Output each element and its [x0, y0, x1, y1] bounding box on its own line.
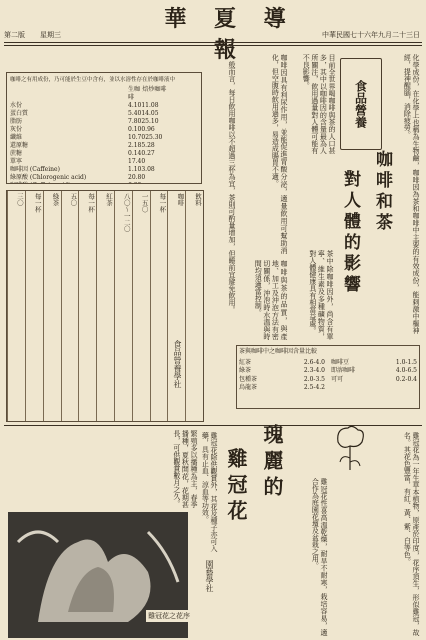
beverage-table-column: 每一杯 [25, 191, 43, 421]
nutrient-row [10, 166, 198, 174]
nutrient-row [10, 110, 198, 118]
beverage-table-column: 五〇 [61, 191, 79, 421]
caffeine-item: 即溶咖啡 [331, 367, 356, 374]
cockscomb-flower-icon [330, 422, 370, 474]
caffeine-table-right [331, 359, 417, 393]
caffeine-item: 紅茶 [239, 358, 252, 366]
nutrient-value-roasted: 14.05 [141, 110, 159, 117]
nutrient-label: 灰份 [10, 126, 23, 133]
nutrient-value-roasted: 25.30 [145, 134, 163, 141]
nutrient-value-roasted [145, 158, 198, 166]
nutrient-value-raw: 17.40 [128, 158, 146, 165]
caffeine-row [239, 384, 325, 393]
beverage-table-column: 每一杯 [150, 191, 168, 421]
issue-weekday: 星期三 [40, 31, 61, 39]
nutrient-value-raw: 1.10 [128, 166, 142, 173]
beverage-table-column: 每一杯 [78, 191, 96, 421]
caffeine-item: 綠茶 [239, 367, 252, 374]
nutrient-col-roasted: 焙炒咖啡 [142, 86, 167, 93]
nutrient-row [10, 142, 198, 150]
nutrient-row [10, 182, 198, 184]
nutrient-label: 蔗糖 [10, 150, 23, 157]
nutrient-value-raw [128, 182, 141, 184]
header-rule-thin [4, 45, 422, 46]
caffeine-row [239, 367, 325, 376]
header-rule [4, 42, 422, 43]
nutrient-label: 單寧 [10, 158, 23, 165]
lower-headline-line-2: 雞冠花 [224, 448, 248, 526]
nutrient-label: 水份 [10, 102, 23, 109]
article-column-3: 咖啡因具有利尿作用，並能促進胃酸分泌，適量飲用可幫助消化，但空腹時飲用過多，易造成腸胃不適。 [271, 54, 288, 254]
lower-column-2: 雞冠花性喜高溫乾燥，耐旱不耐寒，栽培容易，適合作為庭園花壇及盆栽之用。 [311, 478, 328, 636]
nutrient-value-roasted: 5.28 [141, 142, 155, 149]
section-title: 食品營養 [353, 80, 368, 128]
nutrient-label: 綠原酸 (Chlorogenic acid) [10, 174, 87, 181]
nutrient-value-roasted: 3.08 [141, 166, 155, 173]
caffeine-row [239, 359, 325, 368]
caffeine-value: 2.5-4.2 [303, 384, 325, 391]
nutrient-value-raw: 5.40 [128, 110, 142, 117]
section-title-box [340, 58, 382, 150]
headline-line-1: 咖啡和茶 [372, 150, 392, 234]
caffeine-row [331, 359, 417, 368]
nutrient-table [6, 72, 202, 184]
photo-caption: 雞冠花之花序 [148, 612, 190, 620]
lower-headline-line-1: 瑰麗的 [260, 424, 284, 502]
nutrient-value-raw: 0.10 [128, 126, 142, 133]
article-column-4: 茶中除咖啡因外，尚含有單寧、維生素及多種礦物質，對人體健康具有相當益處。 [308, 250, 334, 340]
beverage-table-column: 三〇 [7, 191, 25, 421]
nutrient-value-raw: 4.10 [128, 102, 142, 109]
nutrient-row [10, 118, 198, 126]
nutrient-value-roasted: 25.10 [141, 118, 159, 125]
nutrient-table-header [10, 86, 198, 102]
nutrient-value-roasted: 0.27 [141, 150, 155, 157]
article-column-1: 化學成份，在化學上也稱為生物鹼，咖啡因為茶和咖啡中主要的有效成份，能刺激中樞神經，提神醒腦，消除疲勞。 [403, 54, 420, 334]
lower-byline: 園藝學社 [205, 560, 214, 592]
nutrient-label: 脂肪 [10, 118, 23, 125]
nutrient-table-title: 咖啡之有用成份，乃可能於生豆中含有，並以水溶性存在於咖啡液中 [10, 77, 176, 83]
caffeine-value: 2.0-3.5 [303, 375, 325, 383]
lower-column-3: 繁殖多以播種為主，春季播種，夏秋開花，花期甚長，可供觀賞數月之久。 [172, 430, 198, 508]
caffeine-row [331, 376, 417, 385]
nutrient-label: 咖啡因 (Caffeine) [10, 166, 60, 173]
nutrient-row [10, 150, 198, 158]
caffeine-value: 0.2-0.4 [395, 375, 417, 383]
edition-label: 第二版 [4, 31, 25, 39]
beverage-table-column: 紅茶 [96, 191, 114, 421]
nutrient-label [10, 182, 70, 184]
article-column-5: 一般而言，每日飲用咖啡以不超過三杯為宜，茶則可酌量增加，但睡前宜避免飲用。 [228, 54, 236, 313]
nutrient-label: 纖維 [10, 134, 23, 141]
nutrient-value-raw: 0.14 [128, 150, 142, 157]
lower-column-1: 雞冠花為一年生草本植物，原產於印度，花序頂生，形似雞冠，故名。其花色豐富，有紅、黃、紫、白等色。 [403, 432, 420, 636]
beverage-table-column: 飲料 [185, 191, 203, 421]
caffeine-table-title: 茶與咖啡中之咖啡因含量比較 [239, 348, 318, 355]
caffeine-table [236, 345, 420, 409]
beverage-table-column: 八〇～一二〇 [114, 191, 132, 421]
nutrient-table-rows [10, 102, 198, 184]
article-column-6: 咖啡與茶的品質，與產地、加工及沖泡方法有密切關係，沖泡時水溫與時間均須適當控制。 [254, 260, 288, 340]
nutrient-row [10, 126, 198, 134]
nutrient-row [10, 158, 198, 166]
lower-column-4: 雞冠花除供觀賞外，其花及種子亦可入藥，具有止血、涼血等功效。 [201, 432, 218, 552]
caffeine-item: 烏龍茶 [239, 384, 258, 391]
nutrient-row [10, 174, 198, 182]
issue-date: 中華民國七十六年九月二十三日 [322, 31, 420, 39]
nutrient-value-roasted: 20.80 [128, 174, 146, 181]
nutrient-value-raw: 7.80 [128, 118, 142, 125]
nutrient-label: 蛋白質 [10, 110, 29, 117]
masthead-area [0, 0, 426, 63]
masthead-title: 華 夏 導 報 [164, 6, 296, 63]
article-column-2: 目前全世界喝咖啡與茶的人口甚多，其中以咖啡因的含量最為人所關注，飲用過量對人體可能有不良影響。 [302, 54, 336, 154]
caffeine-value: 4.0-6.5 [395, 367, 417, 374]
nutrient-label: 還原糖 [10, 142, 29, 149]
beverage-table-column: 綠茶 [43, 191, 61, 421]
caffeine-table-left [239, 359, 325, 393]
nutrient-row [10, 102, 198, 110]
nutrient-value-roasted: 11.08 [141, 102, 159, 109]
nutrient-value-roasted: 0.96 [141, 126, 155, 133]
caffeine-value: 2.6-4.0 [303, 358, 325, 366]
caffeine-item: 包種茶 [239, 375, 258, 383]
nutrient-value-raw: 2.18 [128, 142, 142, 149]
article-byline: 食品營養學社 [173, 340, 182, 388]
beverage-table-column: 一五〇 [132, 191, 150, 421]
nutrient-col-raw: 生咖啡 [128, 86, 141, 101]
nutrient-row [10, 134, 198, 142]
caffeine-value: 2.3-4.0 [303, 367, 325, 374]
caffeine-item: 咖啡豆 [331, 358, 350, 366]
headline-line-2: 對人體的影響 [340, 170, 360, 296]
nutrient-value-roasted [141, 182, 198, 184]
caffeine-value: 1.0-1.5 [395, 358, 417, 366]
nutrient-value-raw: 10.70 [128, 134, 146, 141]
caffeine-row [239, 376, 325, 385]
caffeine-row [331, 367, 417, 376]
beverage-table-column: 咖啡 [167, 191, 185, 421]
caffeine-item: 可可 [331, 375, 344, 383]
